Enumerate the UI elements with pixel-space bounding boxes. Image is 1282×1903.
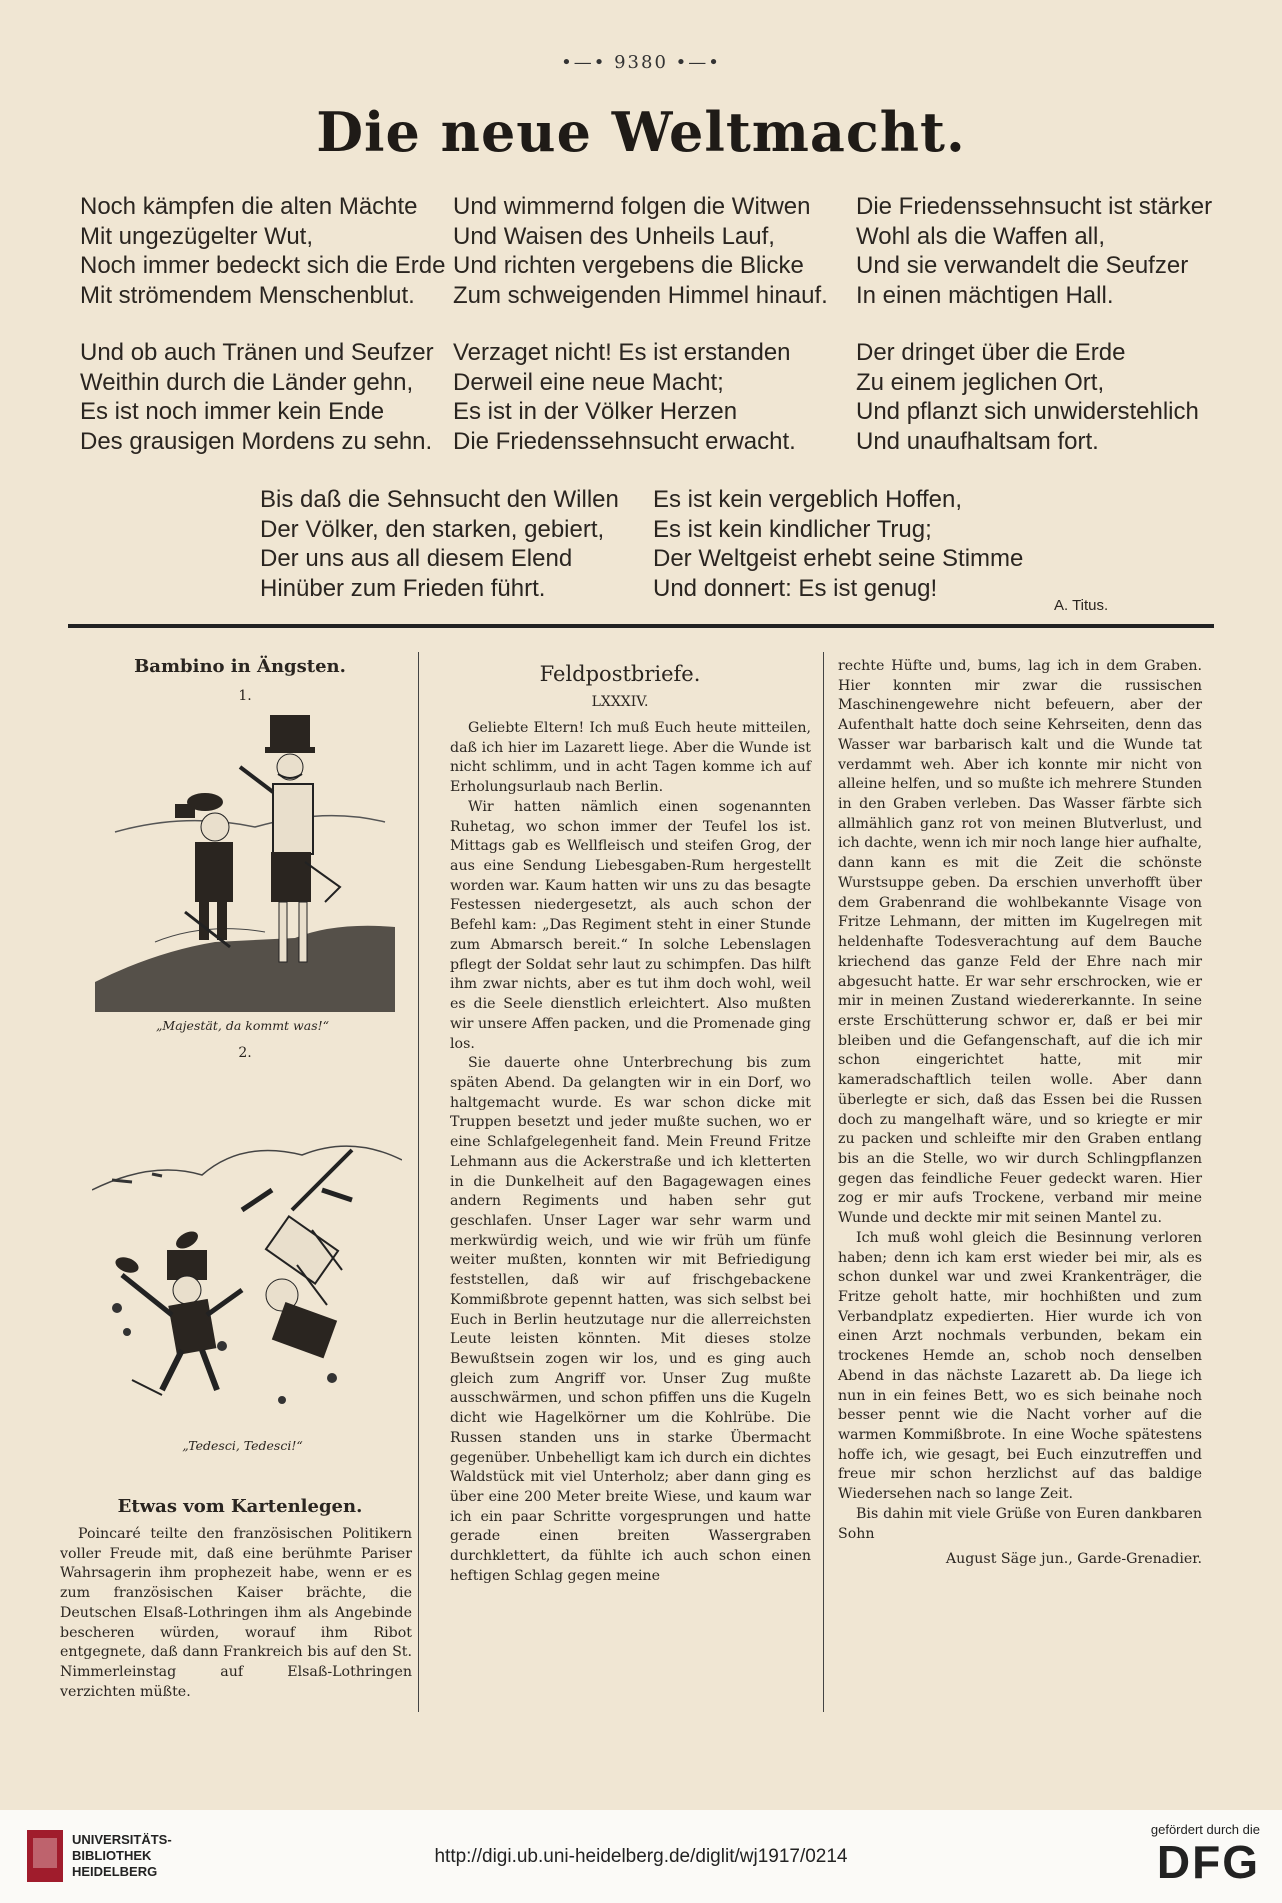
poem-stanza-4: [80, 338, 434, 456]
page-number: •—• 9380 •—•: [561, 52, 721, 73]
poem-line: Mit ungezügelter Wut,: [80, 222, 314, 250]
poem-line: Und pflanzt sich unwiderstehlich: [856, 398, 1199, 425]
poem-line: Und unaufhaltsam fort.: [856, 427, 1099, 455]
poem-line: Es ist in der Völker Herzen: [453, 398, 738, 425]
permalink-url[interactable]: http://digi.ub.uni-heidelberg.de/diglit/wj1917/0214: [434, 1846, 848, 1867]
poem-stanza-7: [260, 485, 619, 603]
footer-bar: [0, 1810, 1282, 1903]
sponsor-label: gefördert durch die: [1150, 1822, 1260, 1837]
middle-heading: Feldpostbriefe.: [539, 662, 701, 686]
paragraph: rechte Hüfte und, bums, lag ich in dem Graben. Hier konnten mir zwar die russischen Maschinengewehre nicht befeuern, aber der Aufenthalt hatte doch seine Kehrseiten, denn das Wasser war barbarisch kalt und die Wunde tat verdammt weh. Aber ich konnte mir nicht von alleine helfen, und so mußte ich mehrere Stunden in den Graben verleben. Das Wasser färbte sich allmählich ganz rot von meinen Blutverlust, und ich dachte, wenn ich mir noch lange hier aufhalte, dann kann es mit die Zeit die schönste Wurstsuppe geben. Da erschien unverhofft über dem Grabenrand die wohlbekannte Visage von Fritze Lehmann, der mitten im Kugelregen mit heldenhafte Todesverachtung auf dem Bauche kriechend das ganze Feld der Ehre nach mir abgesucht hatte. Er war sehr erschrocken, wie er mir in meinen Zustand wiedererkannte. In seine erste Erschütterung schwor er, daß er bei mir bleiben und die Gefangenschaft, auf die ich mir schon eingerichtet hatte, mit mir kameradschaftlich teilen wolle. Aber dann überlegte er sich, daß das Essen bei die Russen doch zu mangelhaft wäre, und so kriegte er mir zu packen und schleifte mir den Graben entlang bis an die Stelle, wo wir durch Schlingpflanzen gegen das feindliche Feuer gedeckt waren. Hier zog er mir aufs Trockene, verband mir meine Wunde und deckte mir mit seinen Mantel zu.: [838, 658, 1202, 1227]
middle-subheading: LXXXIV.: [591, 694, 649, 710]
poem-line: Und donnert: Es ist genug!: [653, 574, 938, 602]
column-divider: [823, 652, 824, 1712]
poem-line: Noch immer bedeckt sich die Erde: [80, 252, 446, 279]
poem-line: Mit strömendem Menschenblut.: [80, 281, 415, 309]
poem-line: Und richten vergebens die Blicke: [453, 252, 804, 279]
poem-line: Und Waisen des Unheils Lauf,: [453, 222, 775, 250]
poem-line: Bis daß die Sehnsucht den Willen: [260, 486, 619, 513]
paragraph: Ich muß wohl gleich die Besinnung verloren haben; denn ich kam erst wieder bei mir, als es schon dunkel war und zwei Krankenträger, die Fritze geholt hatte, mir hochhißten und zum Verbandplatz expedierten. Hier wurde ich von einen Arzt nochmals verbunden, bekam ein trockenes Hemde an, schob noch denselben Abend in das nächste Lazarett ab. Da liege ich nun in ein feines Bett, wo es sich beinahe noch besser pennt wie die Nacht vorher auf die warmen Kommißbrote. In eine Woche spätestens hoffe ich, wie gesagt, bei Euch einzutreffen und freue mir schon herzlichst auf das baldige Wiedersehen nach so lange Zeit.: [838, 1229, 1202, 1503]
poem-line: Und wimmernd folgen die Witwen: [453, 193, 811, 220]
library-line: HEIDELBERG: [72, 1864, 158, 1879]
poem-line: Des grausigen Mordens zu sehn.: [80, 427, 433, 455]
poem-line: In einen mächtigen Hall.: [856, 281, 1114, 309]
poem-line: Der Völker, den starken, gebiert,: [260, 515, 605, 543]
paragraph: Geliebte Eltern! Ich muß Euch heute mitteilen, daß ich hier im Lazarett liege. Aber die Wunde ist nicht schlimm, und in acht Tagen komme ich auf Erholungsurlaub nach Berlin.: [450, 720, 811, 796]
left-heading-2: Etwas vom Kartenlegen.: [117, 1496, 363, 1517]
paragraph: Bis dahin mit viele Grüße von Euren dankbaren Sohn: [838, 1505, 1202, 1542]
poem-author: A. Titus.: [1054, 597, 1109, 614]
poem-stanza-6: [856, 338, 1199, 456]
poem-line: Die Friedenssehnsucht erwacht.: [453, 427, 796, 455]
paragraph: Poincaré teilte den französischen Politikern voller Freude mit, daß eine berühmte Pariser Wahrsagerin ihm prophezeit habe, wenn er es zum französischen Kaiser brächte, die Deutschen Elsaß-Lothringen ihm als Angebinde bescheren würden, worauf ihm Ribot entgegnete, daß dann Frankreich bis auf den St. Nimmerleinstag auf Elsaß-Lothringen verzichten müßte.: [60, 1526, 412, 1700]
poem-line: Der dringet über die Erde: [856, 339, 1126, 366]
poem-line: Es ist noch immer kein Ende: [80, 398, 385, 425]
signature: August Säge jun., Garde-Grenadier.: [945, 1551, 1202, 1568]
poem-line: Derweil eine neue Macht;: [453, 368, 724, 396]
library-line: BIBLIOTHEK: [72, 1848, 152, 1863]
cartoon-figure-2: [92, 1080, 402, 1420]
poem-line: Und sie verwandelt die Seufzer: [856, 252, 1189, 279]
figure-number: 1.: [238, 688, 252, 704]
sponsor-block[interactable]: [1151, 1822, 1260, 1887]
section-divider: [68, 624, 1214, 628]
figure-caption: „Tedesci, Tedesci!“: [182, 1438, 303, 1453]
poem-stanza-2: [453, 192, 828, 310]
poem-line: Die Friedenssehnsucht ist stärker: [856, 193, 1213, 220]
poem-stanza-1: [80, 192, 445, 310]
library-line: UNIVERSITÄTS-: [72, 1832, 172, 1847]
poem-line: Es ist kein vergeblich Hoffen,: [653, 486, 963, 513]
column-divider: [418, 652, 419, 1712]
poem-line: Weithin durch die Länder gehn,: [80, 368, 414, 396]
right-article-body: [838, 657, 1202, 1570]
left-article-body: [60, 1525, 412, 1702]
middle-article-body: [450, 719, 811, 1587]
left-heading: Bambino in Ängsten.: [134, 656, 346, 677]
poem-line: Wohl als die Waffen all,: [856, 222, 1106, 250]
poem-line: Hinüber zum Frieden führt.: [260, 574, 546, 602]
figure-number: 2.: [238, 1045, 252, 1061]
cartoon-figure-1: [95, 712, 395, 1012]
poem-line: Verzaget nicht! Es ist erstanden: [453, 339, 791, 366]
poem-line: Es ist kein kindlicher Trug;: [653, 515, 932, 543]
paragraph: Wir hatten nämlich einen sogenannten Ruhetag, wo schon immer der Teufel los ist. Mittags gab es Wellfleisch und steifen Grog, der aus eine Sendung Liebesgaben-Rum hergestellt worden war. Kaum hatten wir uns zu das besagte Festessen niedergesetzt, als auch schon der Befehl kam: „Das Regiment steht in einer Stunde zum Abmarsch bereit.“ In solche Lebenslagen pflegt der Soldat sehr laut zu schimpfen. Das hilft ihm zwar nichts, aber es tut ihm doch wohl, weil es die Seele dienstlich erleichtert. Also mußten wir unsere Affen packen, und die Promenade ging los.: [450, 798, 811, 1052]
poem-title: Die neue Weltmacht.: [316, 100, 966, 164]
poem-stanza-8: [653, 485, 1023, 603]
poem-line: Der uns aus all diesem Elend: [260, 545, 573, 572]
poem-line: Noch kämpfen die alten Mächte: [80, 193, 418, 220]
figure-caption: „Majestät, da kommt was!“: [155, 1018, 330, 1033]
poem-stanza-5: [453, 338, 796, 456]
poem-stanza-3: [856, 192, 1212, 310]
dfg-logo: DFG: [1156, 1836, 1260, 1888]
paragraph: Sie dauerte ohne Unterbrechung bis zum späten Abend. Da gelangten wir in ein Dorf, wo haltgemacht wurde. Es war schon dicke mit Truppen besetzt und jeder mußte suchen, wo er eine Schlafgelegenheit fand. Mein Freund Fritze Lehmann aus die Ackerstraße und ich kletterten in die Dunkelheit auf den Bagagewagen eines andern Regiments und haben sehr gut geschlafen. Unser Lager war sehr warm und merkwürdig weich, und wie wir früh um fünfe weiter mußten, konnten wir mit Befriedigung feststellen, daß wir auf frischgebackene Kommißbrote gepennt hatten, was sich selbst bei Euch in Berlin heutzutage nur die allerreichsten Leute leisten könnten. Mit dieses stolze Bewußtsein zogen wir los, und es ging auch gleich zum Angriff vor. Unser Zug mußte ausschwärmen, und schon pfiffen uns die Kugeln dicht wie Hagelkörner um die Kohlrübe. Die Russen standen uns in starke Übermacht gegenüber. Unbehelligt kam ich durch ein dichtes Waldstück mit viel Unterholz; aber dann ging es über eine 200 Meter breite Wiese, und kaum war ich ein paar Schritte vorgesprungen und hatte gerade einen breiten Wassergraben durchklettert, da fühlte ich auch schon einen heftigen Schlag gegen meine: [450, 1055, 811, 1584]
poem-line: Der Weltgeist erhebt seine Stimme: [653, 545, 1024, 572]
poem-line: Und ob auch Tränen und Seufzer: [80, 339, 434, 366]
poem-line: Zu einem jeglichen Ort,: [856, 368, 1105, 396]
poem-line: Zum schweigenden Himmel hinauf.: [453, 281, 828, 309]
